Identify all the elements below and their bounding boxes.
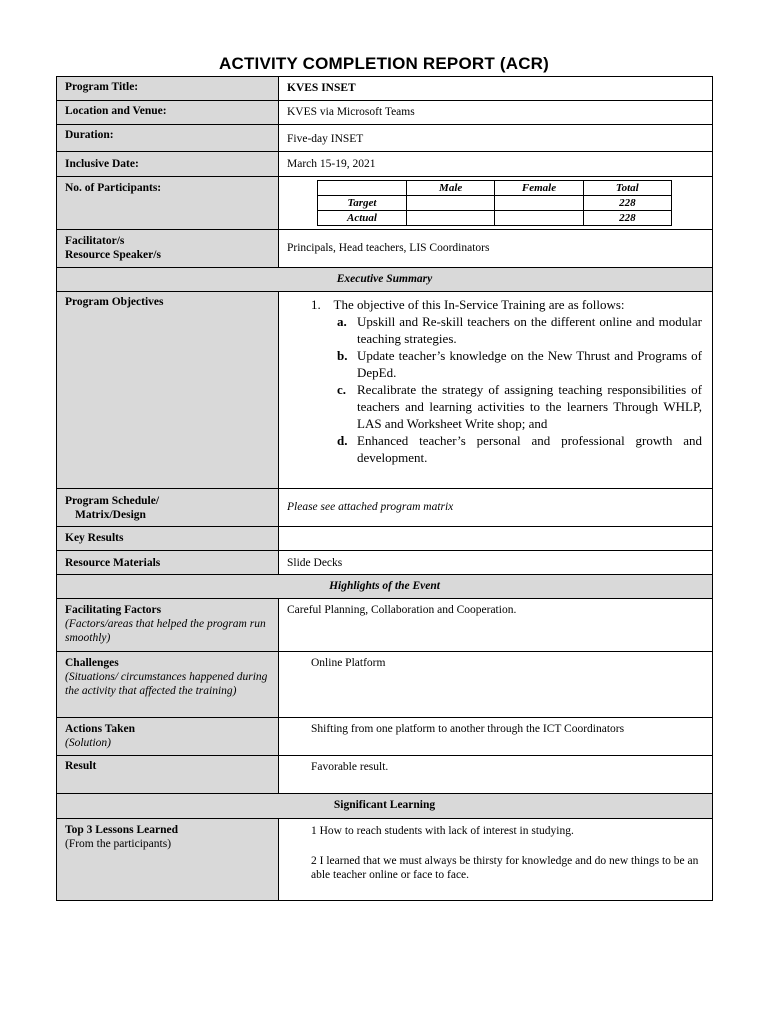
objective-item (289, 381, 702, 432)
challenges-value: Online Platform (279, 652, 713, 718)
row-actions (57, 718, 713, 756)
location-label: Location and Venue: (65, 105, 167, 117)
actual-total: 228 (583, 211, 671, 226)
row-location (57, 101, 713, 125)
duration-value: Five-day INSET (279, 125, 713, 152)
participants-header-male: Male (407, 181, 495, 196)
facilitating-label: Facilitating Factors (65, 604, 162, 616)
challenges-label: Challenges (65, 657, 119, 669)
facilitator-label-line2: Resource Speaker/s (65, 249, 161, 261)
inclusive-date-value: March 15-19, 2021 (279, 152, 713, 177)
inclusive-date-label: Inclusive Date: (65, 158, 139, 170)
facilitator-value: Principals, Head teachers, LIS Coordinators (279, 230, 713, 268)
participants-label: No. of Participants: (65, 182, 162, 194)
row-lessons (57, 819, 713, 901)
key-results-label: Key Results (65, 532, 124, 544)
objectives-intro-text: The objective of this In-Service Training are as follows: (333, 297, 625, 312)
participants-header (318, 181, 672, 196)
row-participants (57, 177, 713, 230)
row-objectives (57, 292, 713, 489)
actions-label: Actions Taken (65, 723, 135, 735)
participants-table (317, 180, 672, 226)
objectives-intro-number: 1. (311, 297, 321, 312)
report-title: ACTIVITY COMPLETION REPORT (ACR) (218, 54, 550, 73)
schedule-value: Please see attached program matrix (279, 489, 713, 527)
row-inclusive-date (57, 152, 713, 177)
row-key-results (57, 527, 713, 551)
row-significant (57, 794, 713, 819)
objective-text: Enhanced teacher’s personal and professional growth and development. (357, 433, 702, 465)
actual-male (407, 211, 495, 226)
target-label: Target (318, 196, 407, 211)
executive-summary-heading: Executive Summary (57, 268, 713, 292)
row-challenges (57, 652, 713, 718)
objectives-list (279, 292, 712, 466)
location-value: KVES via Microsoft Teams (279, 101, 713, 125)
lesson-item: 2 I learned that we must always be thirsty for knowledge and do new things to be an able teacher online or face to face. (311, 855, 699, 881)
target-male (407, 196, 495, 211)
objectives-label: Program Objectives (65, 296, 164, 308)
program-title-label: Program Title: (65, 81, 139, 93)
facilitator-label-line1: Facilitator/s (65, 235, 125, 247)
key-results-value (279, 527, 713, 551)
actions-value: Shifting from one platform to another through the ICT Coordinators (279, 718, 713, 756)
participants-header-blank (318, 181, 407, 196)
actions-sub: (Solution) (65, 737, 111, 749)
objective-letter: c. (337, 382, 347, 397)
participants-row-target (318, 196, 672, 211)
actual-female (495, 211, 583, 226)
objective-letter: a. (337, 314, 347, 329)
row-duration (57, 125, 713, 152)
facilitating-sub: (Factors/areas that helped the program run smoothly) (65, 618, 266, 644)
program-title-value: KVES INSET (279, 77, 713, 101)
report-table (56, 76, 713, 901)
row-schedule (57, 489, 713, 527)
lessons-sub: (From the participants) (65, 838, 172, 850)
resources-value: Slide Decks (279, 551, 713, 575)
objective-item (289, 313, 702, 347)
row-executive-summary (57, 268, 713, 292)
result-value: Favorable result. (279, 756, 713, 794)
actual-label: Actual (318, 211, 407, 226)
participants-header-total: Total (583, 181, 671, 196)
resources-label: Resource Materials (65, 557, 161, 569)
result-label: Result (65, 760, 97, 772)
row-program-title (57, 77, 713, 101)
objective-item (289, 347, 702, 381)
row-highlights (57, 575, 713, 599)
schedule-label-line2: Matrix/Design (75, 509, 146, 521)
participants-row-actual (318, 211, 672, 226)
target-total: 228 (583, 196, 671, 211)
objective-text: Recalibrate the strategy of assigning teaching responsibilities of teachers and learning activities to the learners Through WHLP, LAS and Worksheet Write shop; and (357, 382, 702, 431)
objectives-intro (289, 296, 702, 313)
facilitating-value: Careful Planning, Collaboration and Cooperation. (279, 599, 713, 652)
lessons-label: Top 3 Lessons Learned (65, 824, 179, 836)
participants-header-female: Female (495, 181, 583, 196)
row-facilitator (57, 230, 713, 268)
objective-letter: b. (337, 348, 348, 363)
significant-heading: Significant Learning (57, 794, 713, 819)
row-resources (57, 551, 713, 575)
schedule-label-line1: Program Schedule/ (65, 495, 160, 507)
objective-text: Upskill and Re-skill teachers on the different online and modular teaching strategies. (357, 314, 702, 346)
highlights-heading: Highlights of the Event (57, 575, 713, 599)
objective-text: Update teacher’s knowledge on the New Thrust and Programs of DepEd. (357, 348, 702, 380)
target-female (495, 196, 583, 211)
objective-item (289, 432, 702, 466)
challenges-sub: (Situations/ circumstances happened during the activity that affected the training) (65, 671, 268, 697)
row-facilitating (57, 599, 713, 652)
row-result (57, 756, 713, 794)
objective-letter: d. (337, 433, 348, 448)
duration-label: Duration: (65, 129, 114, 141)
lesson-item: 1 How to reach students with lack of interest in studying. (311, 825, 574, 837)
